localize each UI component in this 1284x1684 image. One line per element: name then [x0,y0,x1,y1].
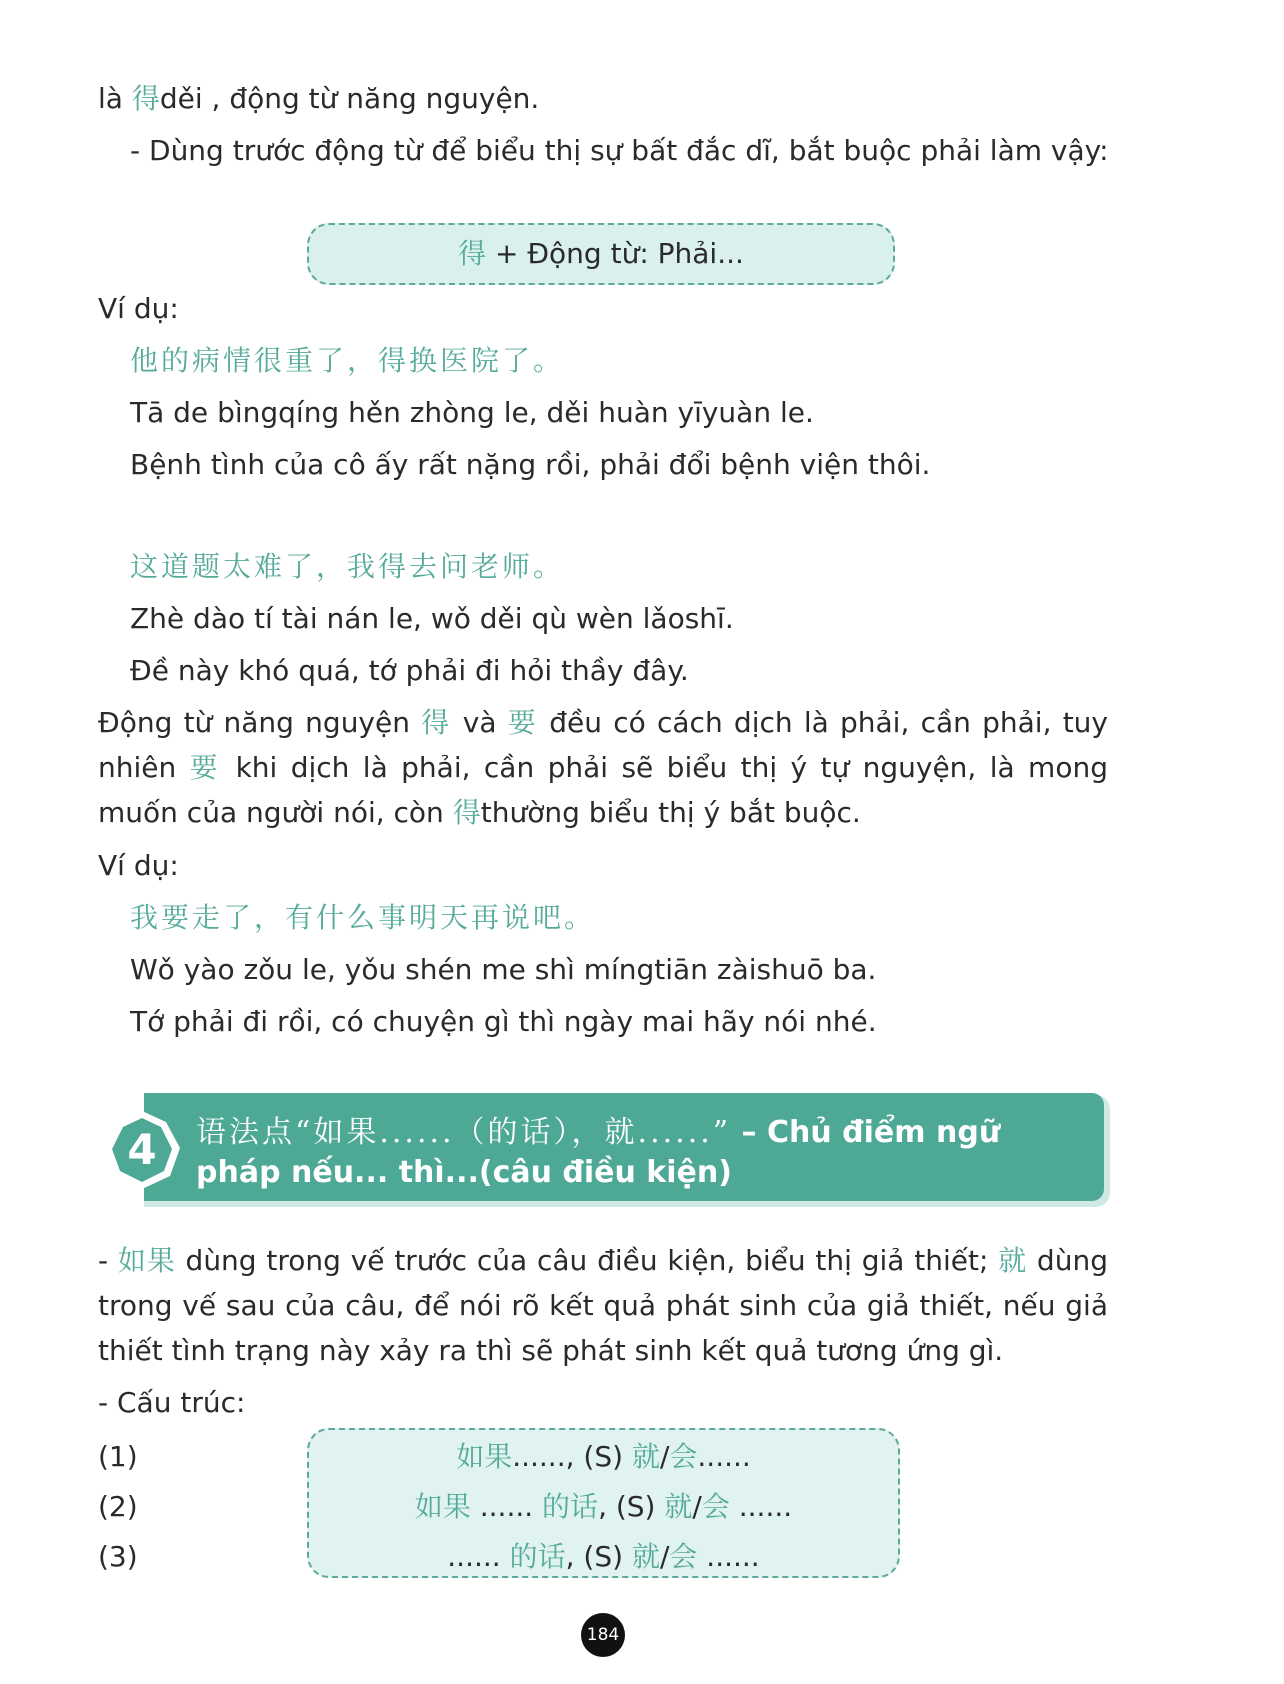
chinese-word: 就 [631,1540,660,1573]
example-3-translation: Tớ phải đi rồi, có chuyện gì thì ngày mai hãy nói nhé. [130,1005,877,1038]
formula-text: , (S) [565,1540,632,1573]
example-1-pinyin: Tā de bìngqíng hěn zhòng le, děi huàn yīyuàn le. [130,396,814,429]
formula-text: / [659,1540,670,1573]
chinese-char: 要 [507,706,539,739]
page-number: 184 [581,1613,625,1657]
section-number: 4 [127,1125,157,1174]
section-title-vi: – Chủ điểm ngữ [731,1115,1001,1150]
comparison-paragraph [98,700,1108,835]
chinese-word: 就 [664,1490,693,1523]
example-2-pinyin: Zhè dào tí tài nán le, wǒ děi qù wèn lǎoshī. [130,602,734,635]
formula-text: ...... [697,1540,760,1573]
chinese-word: 的话 [542,1490,599,1523]
example-label: Ví dụ: [98,292,179,325]
section-title [196,1113,1076,1193]
example-1-translation: Bệnh tình của cô ấy rất nặng rồi, phải đổi bệnh viện thôi. [130,448,931,481]
chinese-word: 会 [669,1440,698,1473]
chinese-char: 得 [131,82,160,115]
text: dùng trong vế sau của câu, để nói rõ kết quả phát sinh của giả thiết, nếu giả thiết tình trạng này xảy ra thì sẽ phát sinh kết quả tương ứng gì. [98,1244,1108,1367]
text: - [98,1244,118,1277]
text: dùng trong vế trước của câu điều kiện, biểu thị giả thiết; [175,1244,999,1277]
condition-description [98,1238,1108,1373]
chinese-word: 会 [701,1490,730,1523]
chinese-word: 就 [631,1440,660,1473]
chinese-word: 如果 [414,1490,471,1523]
formula-text: + Động từ: Phải... [486,237,744,270]
chinese-char: 就 [998,1244,1028,1277]
example-2-chinese: 这道题太难了，我得去问老师。 [130,550,565,583]
example-3-pinyin: Wǒ yào zǒu le, yǒu shén me shì míngtiān zàishuō ba. [130,953,877,986]
example-3-chinese: 我要走了，有什么事明天再说吧。 [130,901,596,934]
formula-text: / [692,1490,702,1523]
intro-line [98,76,1108,122]
formula-line [307,1534,900,1580]
chinese-word: 如果 [117,1244,176,1277]
formula-text: ...... [447,1540,510,1573]
text: là [98,82,132,115]
section-title-vi-2: pháp nếu... thì...(câu điều kiện) [196,1155,732,1190]
formula-line [307,1434,900,1480]
usage-line: - Dùng trước động từ để biểu thị sự bất đắc dĩ, bắt buộc phải làm vậy: [130,134,1109,167]
formula-number: (1) [98,1440,138,1473]
structure-label: - Cấu trúc: [98,1386,246,1419]
text: děi , động từ năng nguyện. [159,82,540,115]
chinese-char: 得 [452,796,481,829]
section-number-badge [100,1108,184,1192]
text: khi dịch là phải, cần phải sẽ biểu thị ý tự nguyện, là mong muốn của người nói, còn [98,751,1108,829]
formula-line [307,1484,900,1530]
chinese-word: 如果 [456,1440,513,1473]
formula-text: ...... [470,1490,543,1523]
example-label: Ví dụ: [98,849,179,882]
formula-text: ...... [729,1490,793,1523]
chinese-char: 得 [458,237,487,270]
formula-text: (S) [583,1440,632,1473]
formula-text: / [659,1440,670,1473]
chinese-word: 会 [669,1540,698,1573]
formula-number: (2) [98,1490,138,1523]
chinese-word: 的话 [509,1540,566,1573]
formula-text: ...... [697,1440,751,1473]
chinese-char: 得 [421,706,452,739]
text: và [451,706,508,739]
formula-text: ......, [512,1440,584,1473]
text: đều có cách dịch là phải, cần phải, tuy nhiên [98,706,1108,784]
chinese-char: 要 [189,751,223,784]
text: thường biểu thị ý bắt buộc. [480,796,861,829]
formula-number: (3) [98,1540,138,1573]
section-title-chinese: 语法点“如果......（的话），就......” [196,1115,732,1150]
formula-box-de [307,223,895,285]
example-2-translation: Đề này khó quá, tớ phải đi hỏi thầy đây. [130,654,689,687]
formula-text: , (S) [598,1490,665,1523]
text: Động từ năng nguyện [98,706,422,739]
example-1-chinese: 他的病情很重了，得换医院了。 [130,344,565,377]
